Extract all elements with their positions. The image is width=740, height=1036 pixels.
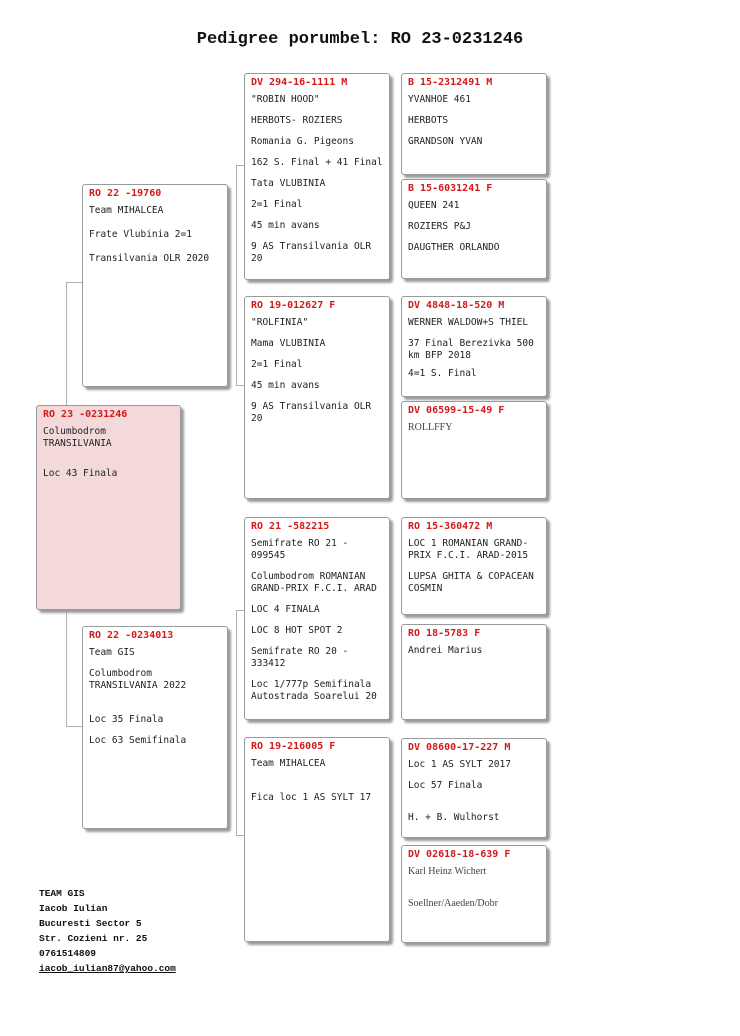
info-line: 2=1 Final bbox=[251, 359, 303, 370]
info-line: HERBOTS bbox=[408, 115, 449, 126]
great-grandparent-card bbox=[401, 624, 547, 720]
info-line: Columbodrom TRANSILVANIA bbox=[43, 426, 112, 449]
great-grandparent-card bbox=[401, 738, 547, 838]
ring-number: DV 08600-17-227 M bbox=[408, 742, 511, 753]
ring-number: RO 23 -0231246 bbox=[43, 409, 128, 420]
info-line: Loc 35 Finala bbox=[89, 714, 164, 725]
info-line: GRANDSON YVAN bbox=[408, 136, 483, 147]
connector-line bbox=[236, 835, 244, 836]
breeder-name: Iacob Iulian bbox=[39, 903, 108, 914]
dam-dam-card bbox=[244, 737, 390, 942]
info-line: H. + B. Wulhorst bbox=[408, 812, 500, 823]
sire-sire-card bbox=[244, 73, 390, 280]
dam-card bbox=[82, 626, 228, 829]
ring-number: RO 18-5783 F bbox=[408, 628, 481, 639]
info-line: Frate Vlubinia 2=1 bbox=[89, 229, 192, 240]
info-line: 9 AS Transilvania OLR 20 bbox=[251, 241, 377, 264]
info-line: Loc 57 Finala bbox=[408, 780, 483, 791]
info-line: Tata VLUBINIA bbox=[251, 178, 326, 189]
info-line: Loc 43 Finala bbox=[43, 468, 118, 479]
info-line: Semifrate RO 21 - 099545 bbox=[251, 538, 354, 561]
info-line: YVANHOE 461 bbox=[408, 94, 471, 105]
info-line: LOC 4 FINALA bbox=[251, 604, 320, 615]
info-line: DAUGTHER ORLANDO bbox=[408, 242, 500, 253]
great-grandparent-card bbox=[401, 401, 547, 499]
info-line: Soellner/Aaeden/Dobr bbox=[408, 898, 498, 909]
info-line: Mama VLUBINIA bbox=[251, 338, 326, 349]
info-line: "ROLFINIA" bbox=[251, 317, 309, 328]
info-line: Loc 1 AS SYLT 2017 bbox=[408, 759, 511, 770]
info-line: 162 S. Final + 41 Final bbox=[251, 157, 383, 168]
sire-dam-card bbox=[244, 296, 390, 499]
info-line: ROLLFFY bbox=[408, 422, 453, 433]
great-grandparent-card bbox=[401, 296, 547, 397]
ring-number: RO 21 -582215 bbox=[251, 521, 330, 532]
sire-card bbox=[82, 184, 228, 387]
great-grandparent-card bbox=[401, 73, 547, 175]
ring-number: DV 02618-18-639 F bbox=[408, 849, 511, 860]
info-line: 2=1 Final bbox=[251, 199, 303, 210]
info-line: LOC 1 ROMANIAN GRAND-PRIX F.C.I. ARAD-2015 bbox=[408, 538, 529, 561]
dam-sire-card bbox=[244, 517, 390, 720]
info-line: Team MIHALCEA bbox=[251, 758, 326, 769]
info-line: Transilvania OLR 2020 bbox=[89, 253, 210, 264]
info-line: 37 Final Berezivka 500 km BFP 2018 bbox=[408, 338, 540, 361]
ring-number: RO 19-216005 F bbox=[251, 741, 336, 752]
ring-number: RO 19-012627 F bbox=[251, 300, 336, 311]
ring-number: RO 22 -19760 bbox=[89, 188, 162, 199]
connector-line bbox=[236, 165, 244, 166]
great-grandparent-card bbox=[401, 179, 547, 279]
ring-number: DV 294-16-1111 M bbox=[251, 77, 348, 88]
connector-line bbox=[236, 610, 244, 611]
breeder-contact bbox=[39, 886, 176, 976]
breeder-team: TEAM GIS bbox=[39, 888, 85, 899]
info-line: LUPSA GHITA & COPACEAN COSMIN bbox=[408, 571, 540, 594]
info-line: HERBOTS- ROZIERS bbox=[251, 115, 343, 126]
page-title: Pedigree porumbel: RO 23-0231246 bbox=[196, 30, 524, 49]
info-line: Team GIS bbox=[89, 647, 135, 658]
info-line: Loc 63 Semifinala bbox=[89, 735, 187, 746]
great-grandparent-card bbox=[401, 517, 547, 615]
info-line: LOC 8 HOT SPOT 2 bbox=[251, 625, 343, 636]
info-line: 45 min avans bbox=[251, 380, 320, 391]
info-line: Romania G. Pigeons bbox=[251, 136, 354, 147]
info-line: Columbodrom ROMANIAN GRAND-PRIX F.C.I. ARAD bbox=[251, 571, 377, 594]
ring-number: B 15-2312491 M bbox=[408, 77, 493, 88]
connector-line bbox=[236, 385, 244, 386]
great-grandparent-card bbox=[401, 845, 547, 943]
info-line: Karl Heinz Wichert bbox=[408, 866, 487, 877]
ring-number: DV 4848-18-520 M bbox=[408, 300, 505, 311]
ring-number: DV 06599-15-49 F bbox=[408, 405, 505, 416]
info-line: 4=1 S. Final bbox=[408, 368, 477, 379]
info-line: Loc 1/777p Semifinala Autostrada Soarelui 20 bbox=[251, 679, 377, 702]
ring-number: B 15-6031241 F bbox=[408, 183, 493, 194]
info-line: Team MIHALCEA bbox=[89, 205, 164, 216]
info-line: "ROBIN HOOD" bbox=[251, 94, 320, 105]
info-line: Andrei Marius bbox=[408, 645, 483, 656]
info-line: 9 AS Transilvania OLR 20 bbox=[251, 401, 377, 424]
ring-number: RO 15-360472 M bbox=[408, 521, 493, 532]
info-line: Fica loc 1 AS SYLT 17 bbox=[251, 792, 372, 803]
info-line: Columbodrom TRANSILVANIA 2022 bbox=[89, 668, 187, 691]
breeder-phone: 0761514809 bbox=[39, 948, 97, 959]
info-line: 45 min avans bbox=[251, 220, 320, 231]
info-line: WERNER WALDOW+S THIEL bbox=[408, 317, 529, 328]
info-line: Semifrate RO 20 - 333412 bbox=[251, 646, 354, 669]
connector-line bbox=[66, 282, 82, 283]
connector-line bbox=[66, 726, 82, 727]
connector-line bbox=[236, 165, 237, 385]
breeder-city: Bucuresti Sector 5 bbox=[39, 918, 142, 929]
breeder-email-link[interactable]: iacob_iulian87@yahoo.com bbox=[39, 963, 176, 974]
info-line: ROZIERS P&J bbox=[408, 221, 471, 232]
info-line: QUEEN 241 bbox=[408, 200, 460, 211]
ring-number: RO 22 -0234013 bbox=[89, 630, 174, 641]
connector-line bbox=[236, 610, 237, 835]
breeder-street: Str. Cozieni nr. 25 bbox=[39, 933, 148, 944]
subject-card bbox=[36, 405, 181, 610]
